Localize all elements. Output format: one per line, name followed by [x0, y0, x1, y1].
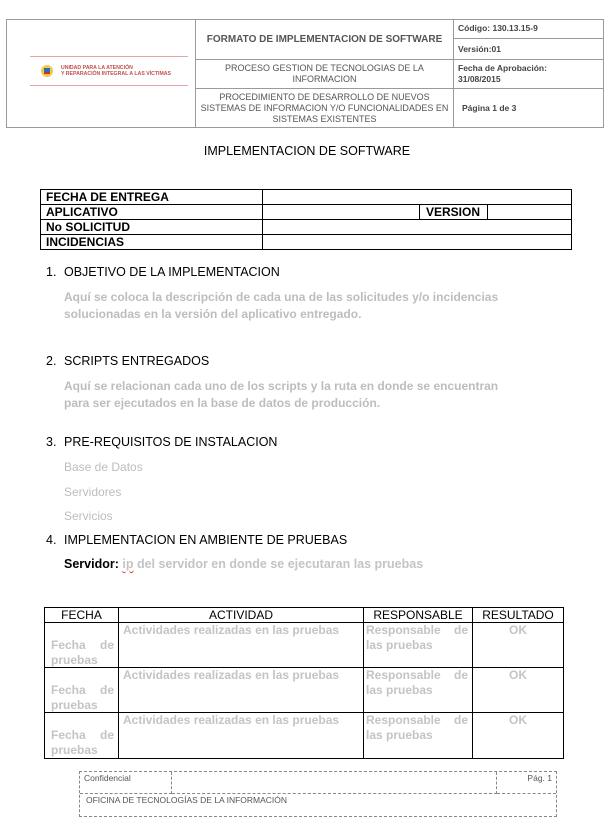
col-header-actividad: ACTIVIDAD: [119, 608, 364, 623]
logo-text-line1: UNIDAD PARA LA ATENCIÓN: [61, 65, 133, 71]
approval-label: Fecha de Aprobación:: [458, 63, 547, 73]
procedure-name: PROCEDIMIENTO DE DESARROLLO DE NUEVOS SISTEMAS DE INFORMACION Y/O FUNCIONALIDADES EN SISTEMAS EXISTENTES: [196, 89, 454, 127]
footer-page: Pág. 1: [497, 772, 556, 794]
document-code: Código: 130.13.15-9: [454, 20, 603, 39]
cell-fecha: Fecha de pruebas: [45, 668, 119, 713]
section-3-heading: [46, 435, 277, 449]
section-3-number: 3.: [46, 435, 57, 449]
label-aplicativo: APLICATIVO: [41, 205, 263, 219]
process-name: PROCESO GESTION DE TECNOLOGIAS DE LA INFORMACION: [196, 60, 454, 89]
cell-actividad: Actividades realizadas en las pruebas: [119, 668, 364, 713]
document-header: [6, 19, 604, 128]
version-divider-left: [419, 205, 420, 219]
cell-fecha: Fecha de pruebas: [45, 713, 119, 758]
cell-resultado: OK: [509, 713, 527, 727]
logo-bottom-line: [30, 85, 188, 86]
logo: [30, 56, 190, 86]
section-1-placeholder: [64, 289, 498, 323]
logo-text-line2: Y REPARACIÓN INTEGRAL A LAS VÍCTIMAS: [61, 71, 171, 77]
row-aplicativo: [41, 205, 571, 220]
cell-responsable: Responsable de las pruebas: [364, 623, 473, 668]
footer-confidential: Confidencial: [80, 772, 172, 794]
section-2-heading: [46, 354, 209, 368]
col-header-responsable: RESPONSABLE: [364, 608, 473, 623]
section-1-number: 1.: [46, 265, 57, 279]
info-table: [40, 189, 572, 250]
cell-actividad: Actividades realizadas en las pruebas: [119, 713, 364, 758]
logo-top-line: [30, 56, 188, 57]
row-incidencias: [41, 235, 571, 250]
document-footer: [79, 771, 557, 817]
cell-responsable: Responsable de las pruebas: [364, 713, 473, 758]
section-2-placeholder: [64, 378, 498, 412]
page-indicator: Página 1 de 3: [462, 102, 517, 113]
page-title: IMPLEMENTACION DE SOFTWARE: [203, 144, 411, 158]
prereq-item: Servidores: [64, 485, 122, 499]
version-divider-right: [487, 205, 488, 219]
row-fecha-entrega: [41, 190, 571, 205]
prereq-item: Servicios: [64, 509, 113, 523]
section-2-line-1: Aquí se relacionan cada uno de los scripts y la ruta en donde se encuentran: [64, 379, 499, 393]
approval-cell: [454, 60, 603, 89]
label-fecha-entrega: FECHA DE ENTREGA: [41, 190, 263, 204]
footer-office: OFICINA DE TECNOLOGÍAS DE LA INFORMACIÓN: [86, 795, 288, 805]
format-title: FORMATO DE IMPLEMENTACION DE SOFTWARE: [196, 20, 454, 60]
col-header-resultado: RESULTADO: [473, 608, 563, 623]
cell-responsable: Responsable de las pruebas: [364, 668, 473, 713]
section-1-heading: [46, 265, 280, 279]
section-4-heading: [46, 533, 347, 547]
section-1-line-1: Aquí se coloca la descripción de cada una de las solicitudes y/o incidencias: [64, 290, 499, 304]
server-label: Servidor:: [64, 557, 119, 571]
cell-resultado: OK: [473, 668, 563, 713]
activity-table: [44, 607, 564, 759]
section-2-line-2: para ser ejecutados en la base de datos de producción.: [64, 396, 381, 410]
label-version: VERSION: [426, 205, 481, 219]
section-2-number: 2.: [46, 354, 57, 368]
cell-actividad: Actividades realizadas en las pruebas: [119, 623, 364, 668]
server-value-spellcheck: ip: [122, 557, 134, 571]
logo-cell: [7, 20, 196, 127]
coat-of-arms-icon: [40, 64, 54, 78]
row-no-solicitud: [41, 220, 571, 235]
footer-blank-cell: [172, 772, 497, 794]
label-no-solicitud: No SOLICITUD: [41, 220, 263, 234]
section-1-line-2: solucionadas en la versión del aplicativo entregado.: [64, 307, 362, 321]
section-1-title: OBJETIVO DE LA IMPLEMENTACION: [64, 265, 280, 279]
document-version: Versión:01: [454, 39, 603, 60]
logo-text: [61, 65, 171, 77]
section-4-title: IMPLEMENTACION EN AMBIENTE DE PRUEBAS: [64, 533, 348, 547]
cell-resultado: OK: [473, 623, 563, 668]
col-header-fecha: FECHA: [45, 608, 119, 623]
server-line: [64, 557, 423, 571]
server-value: del servidor en donde se ejecutaran las pruebas: [133, 557, 424, 571]
label-incidencias: INCIDENCIAS: [41, 235, 263, 250]
section-2-title: SCRIPTS ENTREGADOS: [64, 354, 210, 368]
approval-date: 31/08/2015: [458, 74, 501, 84]
section-3-title: PRE-REQUISITOS DE INSTALACION: [64, 435, 278, 449]
prereq-item: Base de Datos: [64, 460, 143, 474]
cell-fecha: Fecha de pruebas: [45, 623, 119, 668]
section-4-number: 4.: [46, 533, 57, 547]
